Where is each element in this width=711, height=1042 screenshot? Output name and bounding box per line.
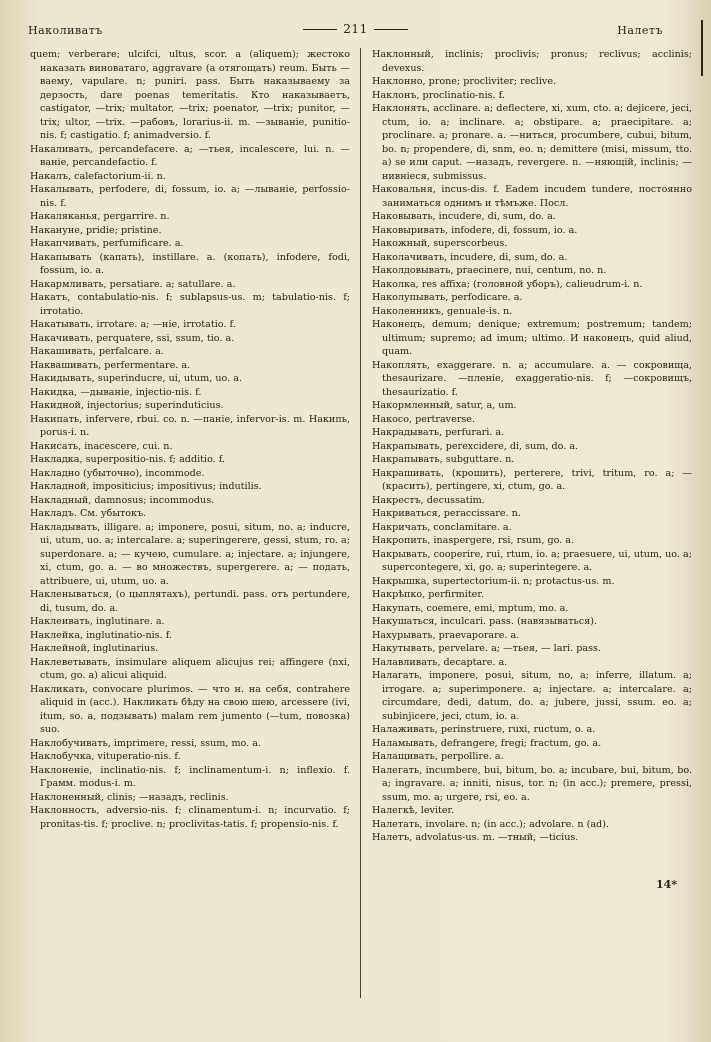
dictionary-entry: Накаляканья, pergarrire. n. bbox=[30, 211, 170, 222]
dictionary-entry: quem; verberare; ulcifci, ultus, scor. a (aliquem); жестоко наказать виноватаго, aggravare (a отягощать) reum. Быть —ваему, vapulare. n; puniri. pass. Быть наказываему за дерзость, dare poenas temeritatis. Кто наказываетъ, castigator, —trix; multator, —trix; poenator, —trix; punitor, —trix; ultor, —trix. —рабовъ, lorarius-ii. m. —зываніе, punitio-nis. f; castigatio. f; animadversio. f. bbox=[30, 49, 350, 141]
dictionary-entry: Накладно (убыточно), incommode. bbox=[30, 467, 205, 479]
dictionary-entry: Наклейка, inglutinatio-nis. f. bbox=[30, 629, 172, 641]
dictionary-entry: Наламывать, defrangere, fregi; fractum, go. a. bbox=[372, 737, 602, 749]
dictionary-entry: Налегкѣ, leviter. bbox=[372, 805, 455, 816]
dictionary-entry: Наколачивать, incudere, di, sum, do. a. bbox=[372, 251, 568, 263]
dictionary-entry: Налетать, involare. n; (in acc.); advolare. n (ad). bbox=[372, 818, 609, 830]
dictionary-entry: Накашивать, perfalcare. a. bbox=[30, 346, 164, 357]
dictionary-entry: Наклонный, inclinis; proclivis; pronus; reclivus; acclinis; devexus. bbox=[372, 49, 692, 74]
dictionary-entry: Накладъ. См. убытокъ. bbox=[30, 508, 147, 519]
dictionary-entry: Накоплять, exaggerare. n. a; accumulare. a. — сокровища, thesaurizare. —пленіе, exaggeratio-nis. f; —сокровищъ, thesaurizatio. f. bbox=[372, 359, 692, 398]
dictionary-entry: Накладной, impositicius; impositivus; indutilis. bbox=[30, 481, 262, 492]
dictionary-entry: Наковальня, incus-dis. f. Eadem incudem tundere, постоянно заниматься однимъ и тѣмъже. Посл. bbox=[372, 184, 692, 209]
dictionary-entry: Наклонъ, proclinatio-nis. f. bbox=[372, 89, 505, 101]
dictionary-entry: Накушаться, inculcari. pass. (навязываться). bbox=[372, 616, 597, 627]
dictionary-entry: Накричать, conclamitare. a. bbox=[372, 521, 512, 533]
dictionary-entry: Наклоненный, clinis; —назадъ, reclinis. bbox=[30, 791, 229, 803]
signature-mark: 14* bbox=[655, 878, 677, 891]
dictionary-entry: Наклоненіе, inclinatio-nis. f; inclinamentum-i. n; inflexio. f. Грамм. modus-i. m. bbox=[30, 764, 350, 789]
dictionary-entry: Накипать, infervere, rbui. co. n. —паніе, infervor-is. m. Накипь, porus-i. n. bbox=[30, 413, 350, 438]
dictionary-entry: Накупать, coemere, emi, mptum, mo. a. bbox=[372, 602, 569, 614]
dictionary-entry: Накрашивать, (крошить), perterere, trivi, tritum, ro. a; — (красить), pertingere, xi, ctum, go. a. bbox=[372, 467, 692, 492]
dictionary-entry: Нахурывать, praevaporare. a. bbox=[372, 629, 520, 641]
dictionary-entry: Накладка, superpositio-nis. f; additio. f. bbox=[30, 454, 226, 465]
left-column bbox=[30, 48, 350, 831]
dictionary-entry: Накрадывать, perfurari. a. bbox=[372, 427, 505, 438]
column-divider bbox=[360, 48, 361, 998]
dictionary-entry: Наколка, res affixa; (головной уборъ), calieudrum-i. n. bbox=[372, 278, 643, 290]
dictionary-entry: Накисать, inacescere, cui. n. bbox=[30, 440, 173, 452]
dictionary-entry: Накидывать, superinducre, ui, utum, uo. a. bbox=[30, 373, 242, 384]
dictionary-entry: Накрестъ, decussatim. bbox=[372, 494, 485, 506]
dictionary-entry: Налаживать, perinstruere, ruxi, ructum, o. a. bbox=[372, 724, 596, 735]
dictionary-entry: Накрапывать, perexcidere, di, sum, do. a. bbox=[372, 440, 579, 452]
dictionary-entry: Накликать, convocare plurimos. — что н. на себя, contrahere aliquid in (acc.). Накликать бѣду на свою шею, arcessere (ivi, itum, so. a, подзывать) malam rem jumento (—tum, повозка) suo. bbox=[30, 683, 350, 735]
dictionary-entry: Наклеивать, inglutinare. a. bbox=[30, 616, 165, 627]
edge-mark bbox=[701, 20, 703, 76]
dictionary-entry: Наколенникъ, genuale-is. n. bbox=[372, 305, 513, 317]
dictionary-entry: Накидной, injectorius; superinduticius. bbox=[30, 400, 224, 411]
dictionary-entry: Наковывать, incudere, di, sum, do. a. bbox=[372, 211, 556, 222]
dictionary-entry: Наколупывать, perfodicare. a. bbox=[372, 292, 523, 303]
page-header bbox=[22, 22, 689, 42]
dictionary-entry: Налавливать, decaptare. a. bbox=[372, 656, 508, 668]
dictionary-entry: Накатывать, irrotare. a; —ніе, irrotatio. f. bbox=[30, 319, 236, 330]
page-number-text: 211 bbox=[343, 22, 368, 36]
dictionary-entry: Накриваться, peraccissare. n. bbox=[372, 508, 521, 519]
dictionary-entry: Накосо, pertraverse. bbox=[372, 413, 476, 425]
dictionary-entry: Наклонять, acclinare. a; deflectere, xi, xum, cto. a; dejicere, jeci, ctum, io. a; inclinare. a; obstipare. a; praecipitare. a; proclinare. a; pronare. a. —ниться, procumbere, cubui, bitum, bo. n; propendere, di, snm, eo. n; demittere (misi, missum, tto. a) se или caput. —назадъ, revergere. n. —няющій, inclinis; —нивніеся, submissus. bbox=[372, 103, 692, 182]
dictionary-entry: Накаливать, percandefacere. a; —тьея, incalescere, lui. n. —ваніе, percandefactio. f. bbox=[30, 143, 350, 168]
dictionary-entry: Наконецъ, demum; denique; extremum; postremum; tandem; ultimum; supremo; ad imum; ultimo. И наконецъ, quid aliud, quam. bbox=[372, 319, 692, 357]
dictionary-entry: Накачивать, perquatere, ssi, ssum, tio. a. bbox=[30, 332, 235, 344]
right-column bbox=[372, 48, 692, 845]
dictionary-entry: Накрывать, cooperire, rui, rtum, io. a; praesuere, ui, utum, uo. a; supercontegere, xi, go. a; superintegere. a. bbox=[372, 548, 692, 573]
dictionary-entry: Налетъ, advolatus-us. m. —тный, —ticius. bbox=[372, 832, 579, 843]
dictionary-entry: Наклонность, adversio-nis. f; clinamentum-i. n; incurvatio. f; pronitas-tis. f; proclive. n; proclivitas-tatis. f; propensio-nis. f. bbox=[30, 805, 350, 830]
dictionary-entry: Накожный, superscorbeus. bbox=[372, 238, 508, 249]
dictionary-entry: Накрышка, supertectorium-ii. n; protactus-us. m. bbox=[372, 575, 615, 587]
dictionary-entry: Накладный, damnosus; incommodus. bbox=[30, 494, 215, 506]
columns bbox=[22, 48, 692, 1008]
dictionary-entry: Наквашивать, perfermentare. a. bbox=[30, 359, 191, 371]
dictionary-entry: Наклобучивать, imprimere, ressi, ssum, mo. a. bbox=[30, 737, 262, 749]
dictionary-entry: Накатъ, contabulatio-nis. f; sublapsus-us. m; tabulatio-nis. f; irrotatio. bbox=[30, 292, 350, 317]
dictionary-entry: Накалъ, calefactorium-ii. n. bbox=[30, 170, 166, 182]
dictionary-entry: Налащивать, perpollire. a. bbox=[372, 751, 504, 762]
dictionary-entry: Накалывать, perfodere, di, fossum, io. a; —лываніе, perfossio-nis. f. bbox=[30, 184, 350, 209]
dictionary-entry: Накутывать, pervelare. a; —тьея, — lari. pass. bbox=[372, 643, 601, 654]
dictionary-entry: Налагать, imponere, posui, situm, no, a; inferre, illatum. a; irrogare. a; superimponere. a; injectare. a; intercalare. a; circumdare, dedi, datum, do. a; jubere, jussi, ssum. eo. a; subinjicere, jeci, ctum, io. a. bbox=[372, 670, 692, 722]
dictionary-entry: Накидка, —дываніе, injectio-nis. f. bbox=[30, 386, 202, 398]
dictionary-entry: Накапчивать, perfumificare. a. bbox=[30, 238, 184, 249]
header-left-word: Наколиватъ bbox=[28, 24, 103, 37]
dictionary-entry: Наковыривать, infodere, di, fossum, io. a. bbox=[372, 224, 578, 236]
dictionary-entry: Накармливать, persatiare. a; satullare. a. bbox=[30, 278, 236, 290]
dictionary-entry: Налегать, incumbere, bui, bitum, bo. a; incubare, bui, bitum, bo. a; ingravare. a; inniti, nisus, tor. n; (in acc.); premere, pressi, ssum, mo. a; urgere, rsi, eo. a. bbox=[372, 764, 692, 803]
dictionary-entry: Накануне, pridie; pristine. bbox=[30, 224, 162, 236]
header-right-word: Налетъ bbox=[617, 24, 663, 37]
dictionary-entry: Наколдовывать, praecinere, nui, centum, no. n. bbox=[372, 265, 607, 276]
dictionary-entry: Наклеветывать, insimulare aliquem alicujus rei; affingere (nxi, ctum, go. a) alicui aliquid. bbox=[30, 656, 350, 681]
dictionary-entry: Наклобучка, vituperatio-nis. f. bbox=[30, 751, 181, 762]
dictionary-entry: Наклонно, prone; procliviter; reclive. bbox=[372, 76, 557, 87]
dictionary-entry: Накрѣпко, perfirmiter. bbox=[372, 589, 484, 600]
dictionary-entry: Накапывать (капать), instillare. a. (копать), infodere, fodi, fossum, io. a. bbox=[30, 251, 350, 276]
dictionary-entry: Накленываться, (о цыплятахъ), pertundi. pass. отъ pertundere, di, tusum, do. a. bbox=[30, 589, 350, 614]
dictionary-entry: Накормленный, satur, a, um. bbox=[372, 400, 517, 411]
dictionary-entry: Наклейной, inglutinarius. bbox=[30, 643, 159, 654]
page-number bbox=[22, 22, 689, 36]
dictionary-entry: Накладывать, illigare. a; imponere, posui, situm, no. a; inducre, ui, utum, uo. a; intercalare. a; superingerere, gessi, stum, ro. a; superdonare. a; — кучею, cumulare. a; injectare. a; injungere, xi, ctum, go. a. — во множествъ, supergerere. a; — подать, attribuere, ui, utum, uo. a. bbox=[30, 521, 350, 587]
dictionary-entry: Накропить, inaspergere, rsi, rsum, go. a. bbox=[372, 535, 575, 546]
dictionary-entry: Накрапывать, subguttare. n. bbox=[372, 454, 515, 465]
